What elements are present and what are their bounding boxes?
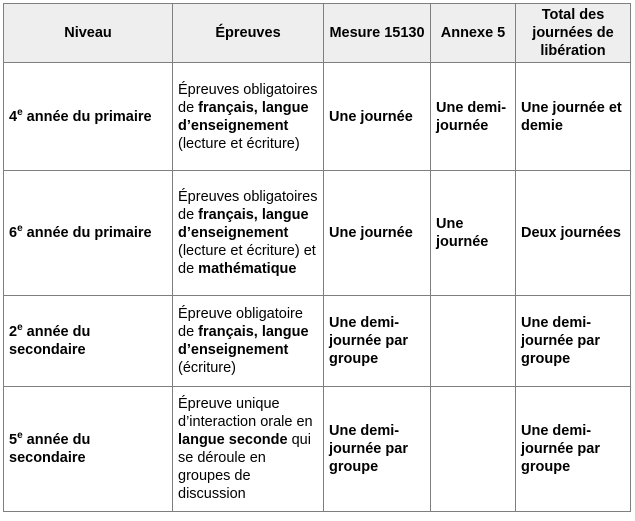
epreuves-bold-text: français, langue d’enseignement [178,99,309,134]
niveau-number: 4 [9,108,18,125]
table-row [4,296,631,387]
header-mesure: Mesure 15130 [324,4,431,63]
header-total: Total des journées de libération [516,4,631,63]
table-row [4,387,631,512]
annexe-cell [431,387,516,512]
niveau-cell [4,63,173,171]
epreuves-text: qui se déroule en groupes de discussion [178,432,311,502]
mesure-cell: Une demi-journée par groupe [324,296,431,387]
total-cell: Une demi-journée par groupe [516,387,631,512]
epreuves-text: Épreuve unique d’interaction orale en [178,396,313,430]
total-cell: Deux journées [516,171,631,296]
epreuves-text: Épreuves obligatoires de [178,81,318,116]
epreuves-text: Épreuves obligatoires de [178,189,318,223]
header-niveau: Niveau [4,4,173,63]
epreuves-cell [173,387,324,512]
annexe-cell [431,296,516,387]
total-cell: Une journée et demie [516,63,631,171]
niveau-text: année du secondaire [9,324,91,358]
epreuves-text: (lecture et écriture) et de [178,243,316,277]
niveau-superscript: e [17,430,23,442]
niveau-superscript: e [17,223,23,235]
niveau-superscript: e [17,106,23,118]
annexe-cell: Une journée [431,171,516,296]
header-epreuves: Épreuves [173,4,324,63]
table-row [4,63,631,171]
total-cell: Une demi-journée par groupe [516,296,631,387]
niveau-cell [4,387,173,512]
niveau-number: 5 [9,432,18,448]
epreuves-cell [173,171,324,296]
niveau-text: année du secondaire [9,432,91,466]
mesure-cell: Une demi-journée par groupe [324,387,431,512]
epreuves-bold-text: français, langue d’enseignement [178,324,309,358]
epreuves-bold-text: mathématique [198,261,297,277]
epreuves-cell [173,63,324,171]
liberation-days-table [3,3,631,512]
niveau-text: année du primaire [22,225,152,241]
header-annexe: Annexe 5 [431,4,516,63]
mesure-cell: Une journée [324,171,431,296]
niveau-cell [4,171,173,296]
epreuves-cell [173,296,324,387]
niveau-number: 2 [9,324,18,340]
epreuves-text: (lecture et écriture) [178,135,300,152]
table-row [4,171,631,296]
epreuves-text: (écriture) [178,360,237,376]
niveau-superscript: e [17,322,23,334]
niveau-cell [4,296,173,387]
niveau-number: 6 [9,225,18,241]
epreuves-bold-text: langue seconde [178,432,288,448]
mesure-cell: Une journée [324,63,431,171]
annexe-cell: Une demi-journée [431,63,516,171]
epreuves-text: Épreuve obligatoire de [178,306,303,340]
header-row [4,4,631,63]
epreuves-bold-text: français, langue d’enseignement [178,207,309,241]
niveau-text: année du primaire [22,108,152,125]
